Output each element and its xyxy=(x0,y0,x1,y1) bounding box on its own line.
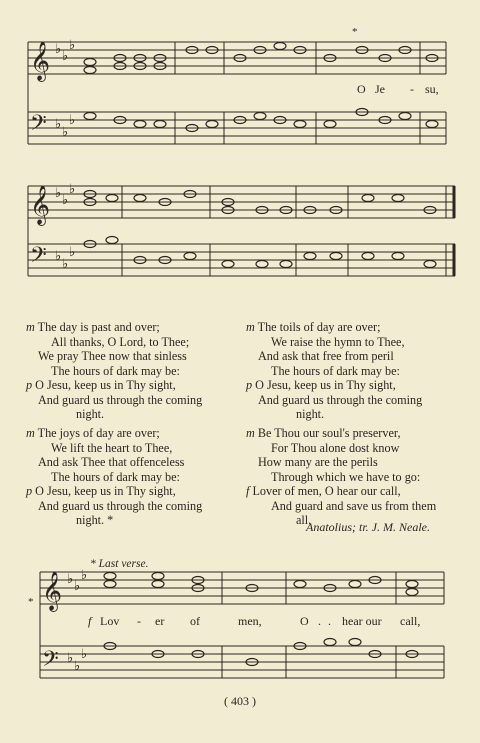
flat-icon: ♭ xyxy=(62,257,69,272)
verse-line: m The joys of day are over; xyxy=(26,426,160,440)
treble-clef-icon: 𝄞 xyxy=(30,41,51,81)
verse-line: And ask that free from peril xyxy=(258,349,394,363)
lyric-2: - xyxy=(137,614,141,628)
flat-icon: ♭ xyxy=(81,568,88,583)
verse-line: For Thou alone dost know xyxy=(271,440,400,455)
verse-line: We raise the hymn to Thee, xyxy=(271,334,405,349)
music-system-2 xyxy=(0,170,480,290)
music-system-1 xyxy=(0,0,480,160)
lyric-4: of xyxy=(190,614,200,628)
verse-line: We lift the heart to Thee, xyxy=(51,440,173,455)
flat-icon: ♭ xyxy=(62,49,69,64)
bass-staff-2 xyxy=(28,244,455,276)
lyric-7: . xyxy=(318,614,321,628)
lyric-8: . xyxy=(328,614,331,628)
verse-line: The hours of dark may be: xyxy=(271,363,400,378)
verse-4 xyxy=(246,426,458,528)
verse-line: And guard us through the coming xyxy=(38,392,203,407)
verse-line: Through which we have to go: xyxy=(271,469,421,484)
verse-line: m Be Thou our soul's preserver, xyxy=(246,426,401,440)
verse-line: All thanks, O Lord, to Thee; xyxy=(51,334,190,349)
verse-line: And ask Thee that offenceless xyxy=(38,455,185,469)
bass-clef-icon: 𝄢 xyxy=(30,243,47,273)
lyric-10: call, xyxy=(400,614,421,628)
verse-line: And guard us through the coming xyxy=(258,392,423,407)
flat-icon: ♭ xyxy=(69,245,76,260)
flat-icon: ♭ xyxy=(74,579,81,594)
verse-line: m The day is past and over; xyxy=(26,320,160,334)
lyric-2: Je xyxy=(375,82,385,96)
verse-line: p O Jesu, keep us in Thy sight, xyxy=(26,484,176,498)
lyric-3: - xyxy=(410,82,414,96)
verse-line: The hours of dark may be: xyxy=(51,469,180,484)
bass-clef-icon: 𝄢 xyxy=(42,647,59,677)
flat-icon: ♭ xyxy=(81,647,88,662)
flat-icon: ♭ xyxy=(67,651,74,666)
flat-icon: ♭ xyxy=(67,572,74,587)
verse-line: We pray Thee now that sinless xyxy=(38,349,187,363)
verse-line: f Lover of men, O hear our call, xyxy=(246,484,401,498)
last-verse-label: * Last verse. xyxy=(90,558,149,570)
bass-staff-3 xyxy=(40,646,444,678)
verse-line: night. xyxy=(296,407,325,421)
flat-icon: ♭ xyxy=(69,38,76,53)
flat-icon: ♭ xyxy=(55,186,62,201)
verse-line: night. * xyxy=(76,513,114,527)
lyric-1: Lov xyxy=(100,614,120,628)
lyric-9: hear our xyxy=(342,614,382,628)
verse-2 xyxy=(246,320,458,422)
lyric-6: O xyxy=(300,614,309,628)
lyric-dyn: f xyxy=(88,614,92,628)
lyric-3: er xyxy=(155,614,165,628)
verse-line: And guard us through the coming xyxy=(38,498,203,513)
treble-clef-icon: 𝄞 xyxy=(42,571,63,611)
verse-line: night. xyxy=(76,407,105,421)
flat-icon: ♭ xyxy=(62,125,69,140)
treble-clef-icon: 𝄞 xyxy=(30,185,51,225)
verse-line: And guard and save us from them xyxy=(271,498,437,513)
star-mark: * xyxy=(28,596,34,608)
verse-line: all. xyxy=(296,513,312,527)
star-mark: * xyxy=(352,26,358,38)
verse-1 xyxy=(26,320,238,422)
flat-icon: ♭ xyxy=(74,659,81,674)
verse-line: p O Jesu, keep us in Thy sight, xyxy=(26,378,176,392)
flat-icon: ♭ xyxy=(69,182,76,197)
attribution: Anatolius; tr. J. M. Neale. xyxy=(306,520,430,534)
flat-icon: ♭ xyxy=(62,193,69,208)
flat-icon: ♭ xyxy=(69,113,76,128)
verse-3 xyxy=(26,426,238,528)
flat-icon: ♭ xyxy=(55,117,62,132)
treble-staff-3 xyxy=(40,572,444,604)
flat-icon: ♭ xyxy=(55,249,62,264)
flat-icon: ♭ xyxy=(55,42,62,57)
page-number: ( 403 ) xyxy=(224,694,256,708)
verse-line: How many are the perils xyxy=(258,455,378,469)
verse-line: m The toils of day are over; xyxy=(246,320,381,334)
verse-line: p O Jesu, keep us in Thy sight, xyxy=(246,378,396,392)
bass-clef-icon: 𝄢 xyxy=(30,111,47,141)
verse-line: The hours of dark may be: xyxy=(51,363,180,378)
lyric-4: su, xyxy=(425,82,439,96)
lyric-5: men, xyxy=(238,614,262,628)
lyric-1: O xyxy=(357,82,366,96)
